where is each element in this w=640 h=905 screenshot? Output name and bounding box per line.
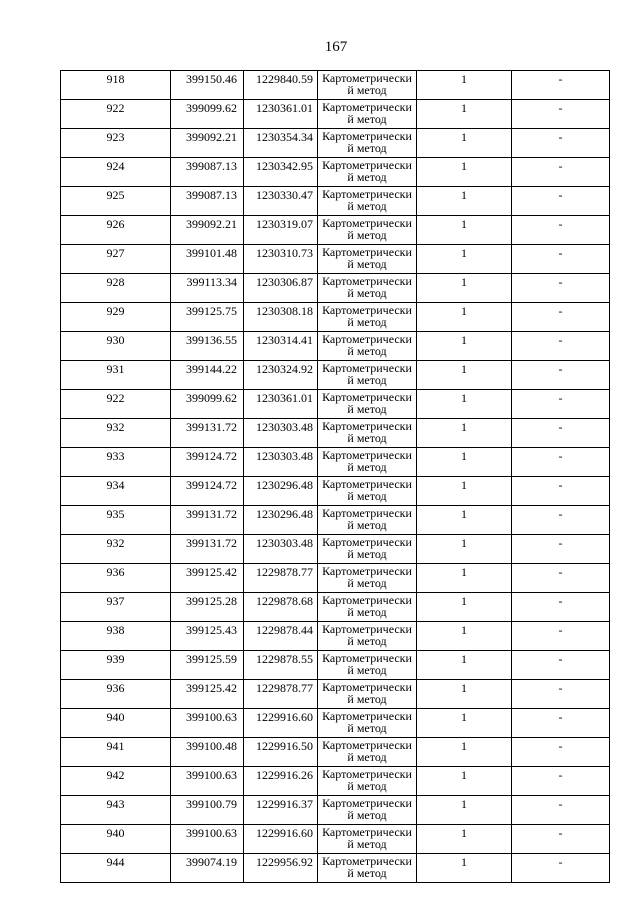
- table-row: [61, 506, 610, 535]
- dash-cell: -: [512, 100, 610, 129]
- y-coordinate-cell: 1229878.55: [244, 651, 318, 680]
- dash-cell: -: [512, 709, 610, 738]
- x-coordinate-cell: 399125.75: [171, 303, 244, 332]
- point-number-cell: 922: [61, 390, 171, 419]
- x-coordinate-cell: 399074.19: [171, 854, 244, 883]
- method-cell: Картометрически й метод: [318, 854, 417, 883]
- table-row: [61, 651, 610, 680]
- method-cell: Картометрически й метод: [318, 274, 417, 303]
- y-coordinate-cell: 1230303.48: [244, 448, 318, 477]
- accuracy-cell: 1: [417, 535, 512, 564]
- point-number-cell: 930: [61, 332, 171, 361]
- x-coordinate-cell: 399087.13: [171, 158, 244, 187]
- point-number-cell: 933: [61, 448, 171, 477]
- accuracy-cell: 1: [417, 738, 512, 767]
- method-cell: Картометрически й метод: [318, 593, 417, 622]
- accuracy-cell: 1: [417, 129, 512, 158]
- x-coordinate-cell: 399092.21: [171, 129, 244, 158]
- dash-cell: -: [512, 622, 610, 651]
- table-row: [61, 709, 610, 738]
- method-cell: Картометрически й метод: [318, 477, 417, 506]
- dash-cell: -: [512, 71, 610, 100]
- y-coordinate-cell: 1230361.01: [244, 390, 318, 419]
- method-cell: Картометрически й метод: [318, 506, 417, 535]
- accuracy-cell: 1: [417, 274, 512, 303]
- y-coordinate-cell: 1229878.44: [244, 622, 318, 651]
- dash-cell: -: [512, 767, 610, 796]
- point-number-cell: 936: [61, 564, 171, 593]
- method-cell: Картометрически й метод: [318, 680, 417, 709]
- method-cell: Картометрически й метод: [318, 361, 417, 390]
- method-cell: Картометрически й метод: [318, 129, 417, 158]
- method-cell: Картометрически й метод: [318, 651, 417, 680]
- method-cell: Картометрически й метод: [318, 622, 417, 651]
- y-coordinate-cell: 1230296.48: [244, 506, 318, 535]
- dash-cell: -: [512, 158, 610, 187]
- accuracy-cell: 1: [417, 854, 512, 883]
- point-number-cell: 928: [61, 274, 171, 303]
- y-coordinate-cell: 1230306.87: [244, 274, 318, 303]
- x-coordinate-cell: 399125.42: [171, 680, 244, 709]
- point-number-cell: 944: [61, 854, 171, 883]
- accuracy-cell: 1: [417, 187, 512, 216]
- x-coordinate-cell: 399125.59: [171, 651, 244, 680]
- x-coordinate-cell: 399100.63: [171, 767, 244, 796]
- accuracy-cell: 1: [417, 216, 512, 245]
- method-cell: Картометрически й метод: [318, 738, 417, 767]
- method-cell: Картометрически й метод: [318, 303, 417, 332]
- x-coordinate-cell: 399125.43: [171, 622, 244, 651]
- dash-cell: -: [512, 303, 610, 332]
- table-row: [61, 680, 610, 709]
- dash-cell: -: [512, 680, 610, 709]
- x-coordinate-cell: 399099.62: [171, 390, 244, 419]
- table-row: [61, 71, 610, 100]
- x-coordinate-cell: 399100.48: [171, 738, 244, 767]
- dash-cell: -: [512, 651, 610, 680]
- table-row: [61, 274, 610, 303]
- dash-cell: -: [512, 825, 610, 854]
- x-coordinate-cell: 399087.13: [171, 187, 244, 216]
- table-row: [61, 245, 610, 274]
- point-number-cell: 939: [61, 651, 171, 680]
- y-coordinate-cell: 1230324.92: [244, 361, 318, 390]
- y-coordinate-cell: 1230330.47: [244, 187, 318, 216]
- point-number-cell: 934: [61, 477, 171, 506]
- accuracy-cell: 1: [417, 361, 512, 390]
- table-row: [61, 129, 610, 158]
- point-number-cell: 918: [61, 71, 171, 100]
- page-number: 167: [324, 39, 348, 55]
- point-number-cell: 935: [61, 506, 171, 535]
- x-coordinate-cell: 399131.72: [171, 535, 244, 564]
- y-coordinate-cell: 1229840.59: [244, 71, 318, 100]
- y-coordinate-cell: 1229878.77: [244, 564, 318, 593]
- dash-cell: -: [512, 854, 610, 883]
- dash-cell: -: [512, 477, 610, 506]
- accuracy-cell: 1: [417, 506, 512, 535]
- y-coordinate-cell: 1229916.60: [244, 825, 318, 854]
- dash-cell: -: [512, 506, 610, 535]
- dash-cell: -: [512, 245, 610, 274]
- table-row: [61, 622, 610, 651]
- y-coordinate-cell: 1230296.48: [244, 477, 318, 506]
- y-coordinate-cell: 1229916.60: [244, 709, 318, 738]
- method-cell: Картометрически й метод: [318, 100, 417, 129]
- dash-cell: -: [512, 535, 610, 564]
- table-row: [61, 419, 610, 448]
- method-cell: Картометрически й метод: [318, 216, 417, 245]
- method-cell: Картометрически й метод: [318, 158, 417, 187]
- y-coordinate-cell: 1230303.48: [244, 535, 318, 564]
- point-number-cell: 924: [61, 158, 171, 187]
- dash-cell: -: [512, 187, 610, 216]
- y-coordinate-cell: 1229878.77: [244, 680, 318, 709]
- x-coordinate-cell: 399125.28: [171, 593, 244, 622]
- method-cell: Картометрически й метод: [318, 419, 417, 448]
- point-number-cell: 940: [61, 709, 171, 738]
- y-coordinate-cell: 1230310.73: [244, 245, 318, 274]
- x-coordinate-cell: 399099.62: [171, 100, 244, 129]
- table-row: [61, 100, 610, 129]
- table-row: [61, 564, 610, 593]
- method-cell: Картометрически й метод: [318, 767, 417, 796]
- coordinates-table: [60, 70, 610, 883]
- point-number-cell: 936: [61, 680, 171, 709]
- point-number-cell: 927: [61, 245, 171, 274]
- table-row: [61, 187, 610, 216]
- accuracy-cell: 1: [417, 651, 512, 680]
- point-number-cell: 942: [61, 767, 171, 796]
- method-cell: Картометрически й метод: [318, 390, 417, 419]
- point-number-cell: 937: [61, 593, 171, 622]
- x-coordinate-cell: 399124.72: [171, 477, 244, 506]
- accuracy-cell: 1: [417, 332, 512, 361]
- point-number-cell: 940: [61, 825, 171, 854]
- y-coordinate-cell: 1230303.48: [244, 419, 318, 448]
- table-row: [61, 332, 610, 361]
- table-row: [61, 593, 610, 622]
- accuracy-cell: 1: [417, 419, 512, 448]
- accuracy-cell: 1: [417, 680, 512, 709]
- dash-cell: -: [512, 361, 610, 390]
- point-number-cell: 932: [61, 419, 171, 448]
- x-coordinate-cell: 399125.42: [171, 564, 244, 593]
- table-row: [61, 825, 610, 854]
- accuracy-cell: 1: [417, 100, 512, 129]
- y-coordinate-cell: 1229916.26: [244, 767, 318, 796]
- point-number-cell: 929: [61, 303, 171, 332]
- dash-cell: -: [512, 216, 610, 245]
- method-cell: Картометрически й метод: [318, 796, 417, 825]
- point-number-cell: 931: [61, 361, 171, 390]
- method-cell: Картометрически й метод: [318, 448, 417, 477]
- table-row: [61, 216, 610, 245]
- dash-cell: -: [512, 564, 610, 593]
- y-coordinate-cell: 1230361.01: [244, 100, 318, 129]
- point-number-cell: 925: [61, 187, 171, 216]
- accuracy-cell: 1: [417, 593, 512, 622]
- x-coordinate-cell: 399131.72: [171, 419, 244, 448]
- table-row: [61, 767, 610, 796]
- method-cell: Картометрически й метод: [318, 332, 417, 361]
- point-number-cell: 941: [61, 738, 171, 767]
- table-row: [61, 535, 610, 564]
- x-coordinate-cell: 399144.22: [171, 361, 244, 390]
- method-cell: Картометрически й метод: [318, 71, 417, 100]
- y-coordinate-cell: 1230319.07: [244, 216, 318, 245]
- point-number-cell: 938: [61, 622, 171, 651]
- dash-cell: -: [512, 593, 610, 622]
- dash-cell: -: [512, 274, 610, 303]
- accuracy-cell: 1: [417, 825, 512, 854]
- y-coordinate-cell: 1230308.18: [244, 303, 318, 332]
- accuracy-cell: 1: [417, 158, 512, 187]
- accuracy-cell: 1: [417, 71, 512, 100]
- method-cell: Картометрически й метод: [318, 535, 417, 564]
- accuracy-cell: 1: [417, 622, 512, 651]
- x-coordinate-cell: 399100.63: [171, 825, 244, 854]
- point-number-cell: 926: [61, 216, 171, 245]
- dash-cell: -: [512, 390, 610, 419]
- table-row: [61, 158, 610, 187]
- method-cell: Картометрически й метод: [318, 245, 417, 274]
- x-coordinate-cell: 399100.79: [171, 796, 244, 825]
- dash-cell: -: [512, 332, 610, 361]
- point-number-cell: 922: [61, 100, 171, 129]
- point-number-cell: 923: [61, 129, 171, 158]
- method-cell: Картометрически й метод: [318, 825, 417, 854]
- dash-cell: -: [512, 796, 610, 825]
- accuracy-cell: 1: [417, 796, 512, 825]
- table-row: [61, 303, 610, 332]
- table-row: [61, 477, 610, 506]
- y-coordinate-cell: 1230314.41: [244, 332, 318, 361]
- y-coordinate-cell: 1230342.95: [244, 158, 318, 187]
- accuracy-cell: 1: [417, 245, 512, 274]
- table-row: [61, 361, 610, 390]
- accuracy-cell: 1: [417, 448, 512, 477]
- x-coordinate-cell: 399131.72: [171, 506, 244, 535]
- method-cell: Картометрически й метод: [318, 187, 417, 216]
- method-cell: Картометрически й метод: [318, 564, 417, 593]
- accuracy-cell: 1: [417, 564, 512, 593]
- x-coordinate-cell: 399100.63: [171, 709, 244, 738]
- y-coordinate-cell: 1229916.37: [244, 796, 318, 825]
- x-coordinate-cell: 399092.21: [171, 216, 244, 245]
- table-row: [61, 796, 610, 825]
- table-row: [61, 448, 610, 477]
- y-coordinate-cell: 1230354.34: [244, 129, 318, 158]
- table-body: [61, 71, 610, 883]
- accuracy-cell: 1: [417, 477, 512, 506]
- y-coordinate-cell: 1229956.92: [244, 854, 318, 883]
- dash-cell: -: [512, 129, 610, 158]
- point-number-cell: 932: [61, 535, 171, 564]
- method-cell: Картометрически й метод: [318, 709, 417, 738]
- table-row: [61, 854, 610, 883]
- accuracy-cell: 1: [417, 709, 512, 738]
- dash-cell: -: [512, 419, 610, 448]
- accuracy-cell: 1: [417, 390, 512, 419]
- y-coordinate-cell: 1229916.50: [244, 738, 318, 767]
- x-coordinate-cell: 399136.55: [171, 332, 244, 361]
- x-coordinate-cell: 399113.34: [171, 274, 244, 303]
- dash-cell: -: [512, 448, 610, 477]
- x-coordinate-cell: 399124.72: [171, 448, 244, 477]
- accuracy-cell: 1: [417, 303, 512, 332]
- table-row: [61, 738, 610, 767]
- x-coordinate-cell: 399150.46: [171, 71, 244, 100]
- dash-cell: -: [512, 738, 610, 767]
- point-number-cell: 943: [61, 796, 171, 825]
- table-row: [61, 390, 610, 419]
- accuracy-cell: 1: [417, 767, 512, 796]
- x-coordinate-cell: 399101.48: [171, 245, 244, 274]
- y-coordinate-cell: 1229878.68: [244, 593, 318, 622]
